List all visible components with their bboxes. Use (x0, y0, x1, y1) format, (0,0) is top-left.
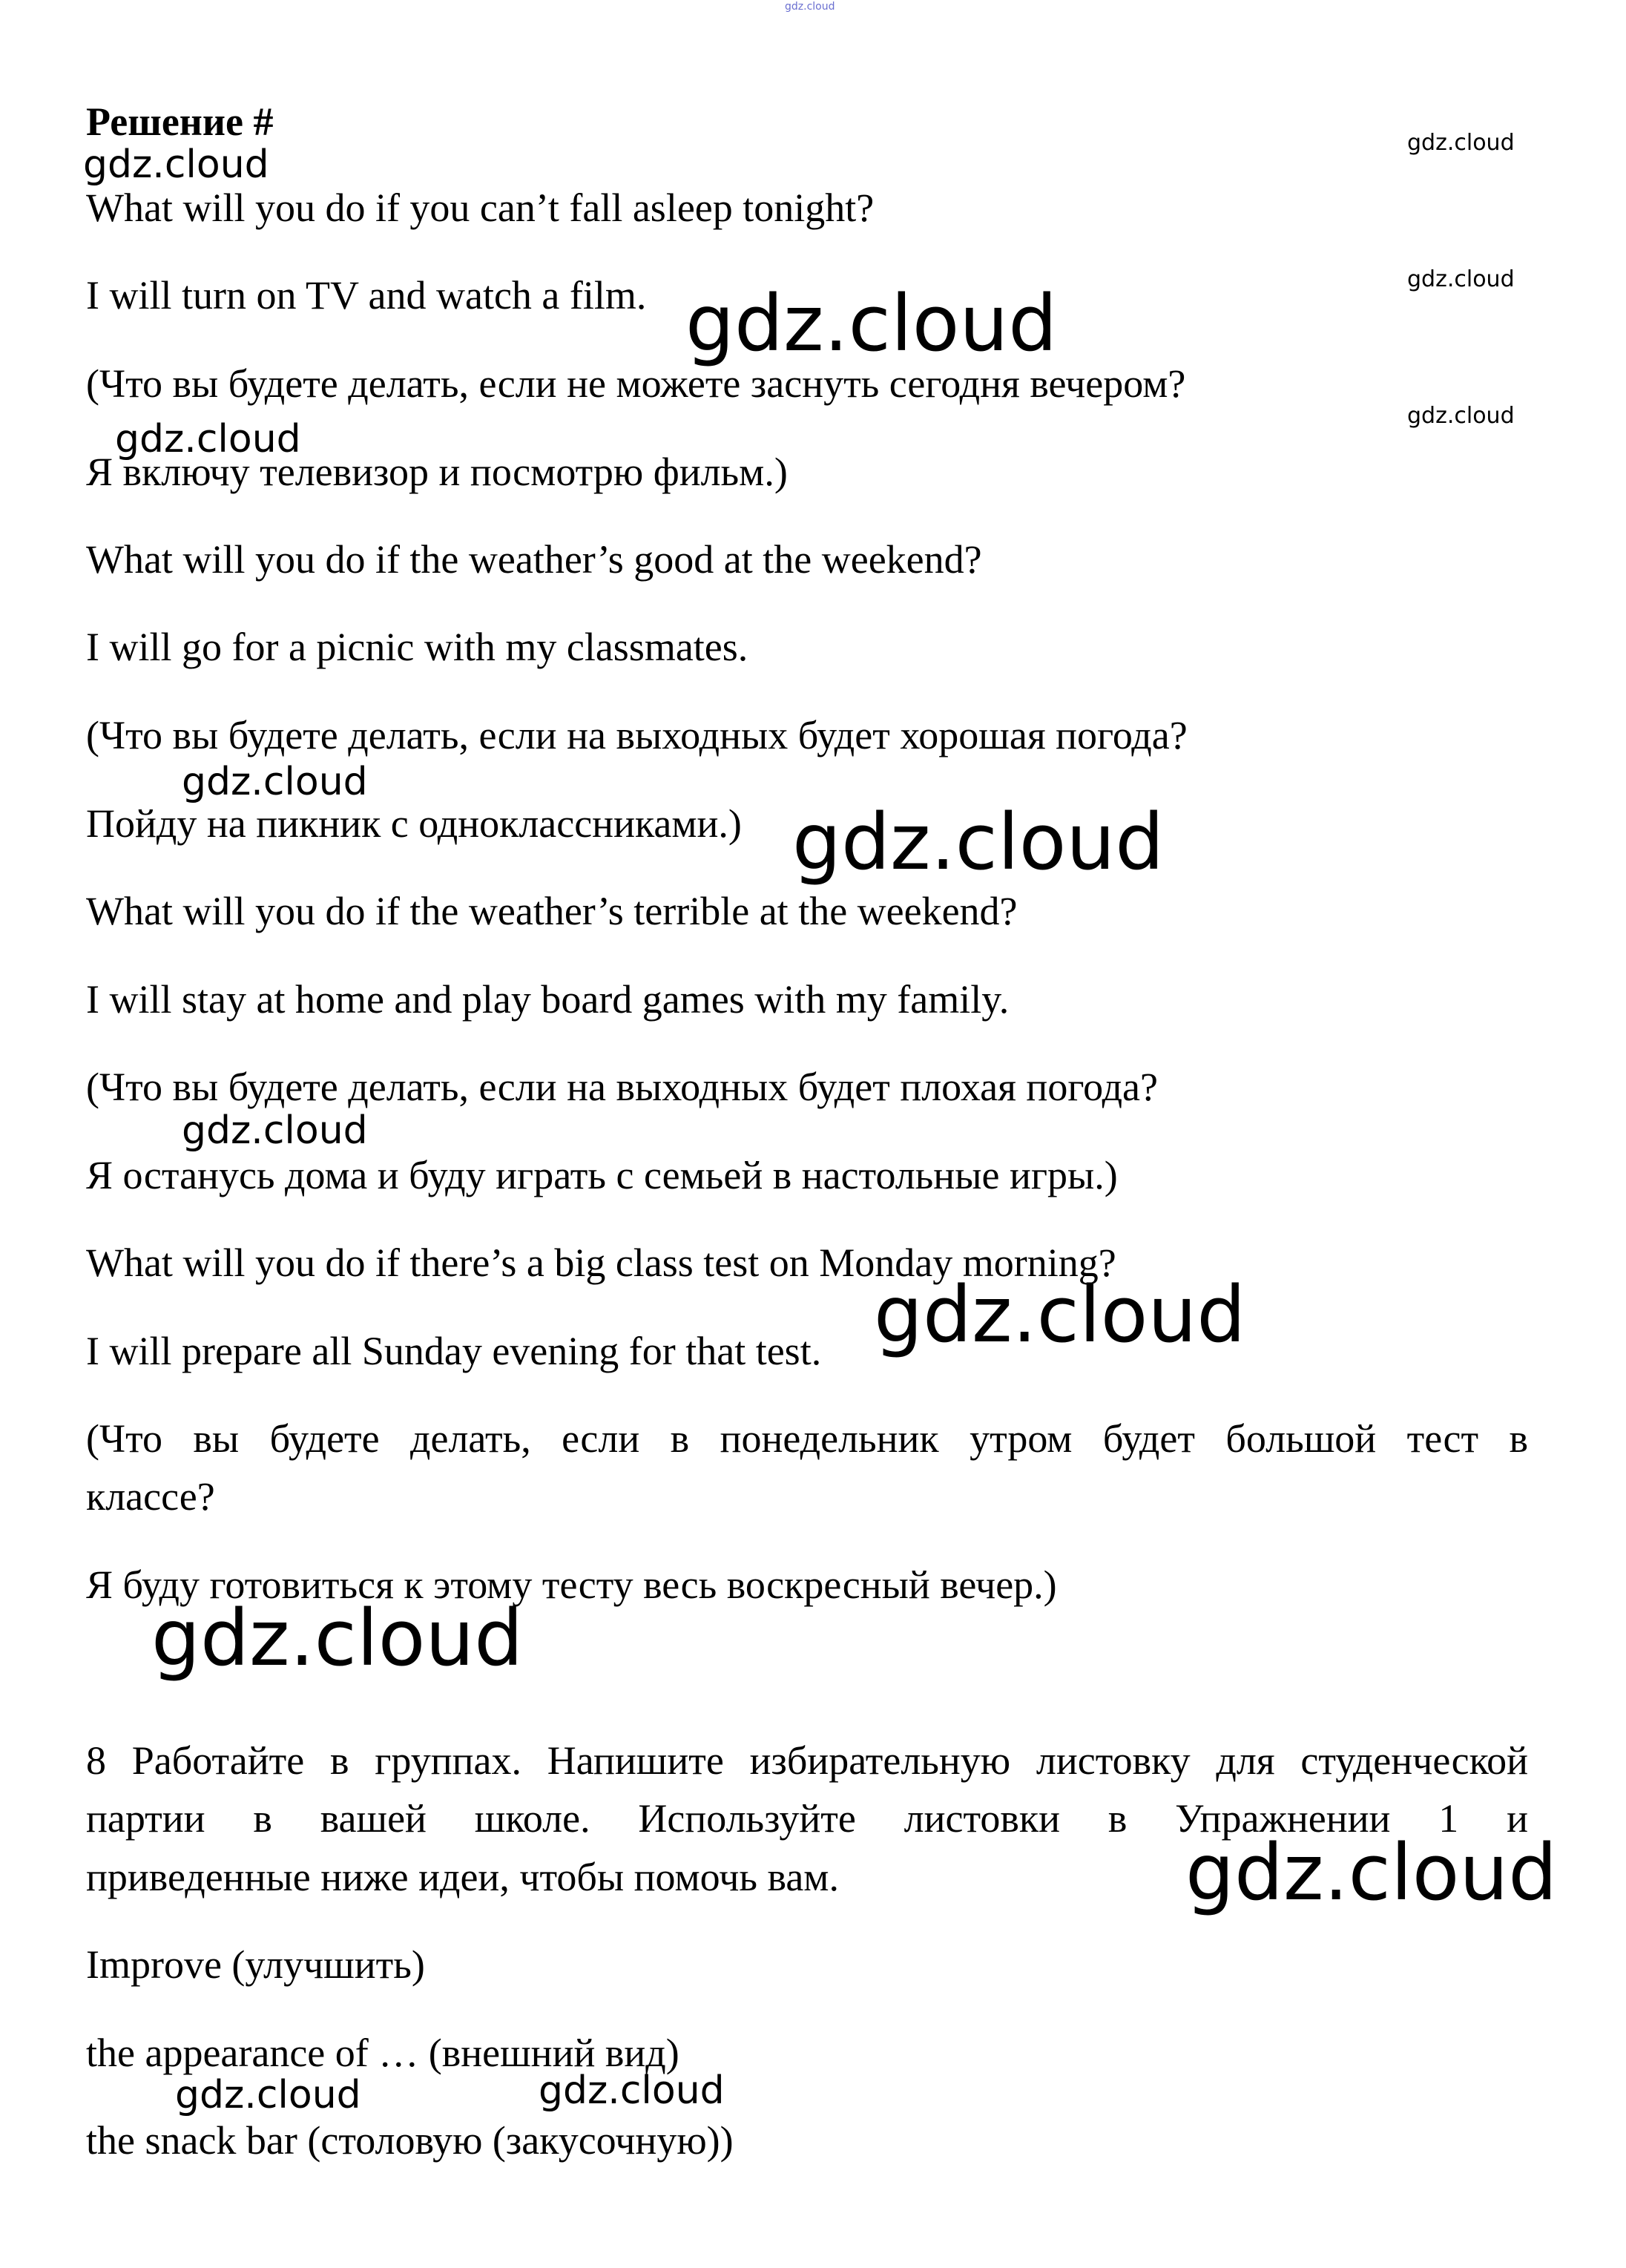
watermark: gdz.cloud (874, 1269, 1246, 1360)
answer-line: I will prepare all Sunday evening for that test. (86, 1329, 822, 1373)
watermark: gdz.cloud (182, 1108, 368, 1153)
watermark: gdz.cloud (1185, 1827, 1558, 1918)
solution-heading: Решение # (86, 99, 274, 144)
watermark: gdz.cloud (182, 760, 368, 804)
translation-line: (Что вы будете делать, если на выходных будет хорошая погода? (86, 713, 1188, 757)
question-line: What will you do if there’s a big class test on Monday morning? (86, 1240, 1116, 1285)
watermark: gdz.cloud (792, 797, 1165, 887)
exercise-8-line: 8 Работайте в группах. Напишите избирательную листовку для студенческой (86, 1738, 1528, 1783)
exercise-8-line: партии в вашей школе. Используйте листовки в Упражнении 1 и (86, 1796, 1528, 1841)
answer-line: I will go for a picnic with my classmates. (86, 625, 748, 669)
question-line: What will you do if the weather’s terrible at the weekend? (86, 889, 1018, 933)
answer-line: I will turn on TV and watch a film. (86, 273, 647, 318)
watermark: gdz.cloud (115, 417, 301, 461)
translation-line: Я буду готовиться к этому тесту весь воскресный вечер.) (86, 1562, 1057, 1607)
idea-line: the snack bar (столовую (закусочную)) (86, 2118, 734, 2163)
watermark: gdz.cloud (539, 2068, 725, 2113)
translation-line: (Что вы будете делать, если на выходных будет плохая погода? (86, 1065, 1158, 1109)
question-line: What will you do if the weather’s good at the weekend? (86, 537, 982, 582)
translation-line: (Что вы будете делать, если не можете заснуть сегодня вечером? (86, 361, 1186, 406)
watermark: gdz.cloud (685, 278, 1058, 369)
idea-line: Improve (улучшить) (86, 1942, 425, 1987)
watermark: gdz.cloud (1407, 403, 1515, 429)
translation-line: Я останусь дома и буду играть с семьей в настольные игры.) (86, 1153, 1118, 1197)
watermark: gdz.cloud (175, 2073, 361, 2117)
question-line: What will you do if you can’t fall asleep tonight? (86, 185, 875, 230)
translation-line: классе? (86, 1474, 215, 1519)
watermark: gdz.cloud (1407, 130, 1515, 156)
watermark: gdz.cloud (1407, 266, 1515, 292)
answer-line: I will stay at home and play board games with my family. (86, 977, 1010, 1022)
translation-line: Пойду на пикник с одноклассниками.) (86, 801, 742, 846)
exercise-8-line: приведенные ниже идеи, чтобы помочь вам. (86, 1855, 839, 1899)
idea-line: the appearance of … (внешний вид) (86, 2031, 679, 2075)
watermark: gdz.cloud (785, 1, 835, 13)
watermark: gdz.cloud (151, 1593, 524, 1683)
translation-line: (Что вы будете делать, если в понедельник утром будет большой тест в (86, 1416, 1528, 1461)
translation-line: Я включу телевизор и посмотрю фильм.) (86, 450, 788, 494)
watermark: gdz.cloud (83, 142, 269, 187)
